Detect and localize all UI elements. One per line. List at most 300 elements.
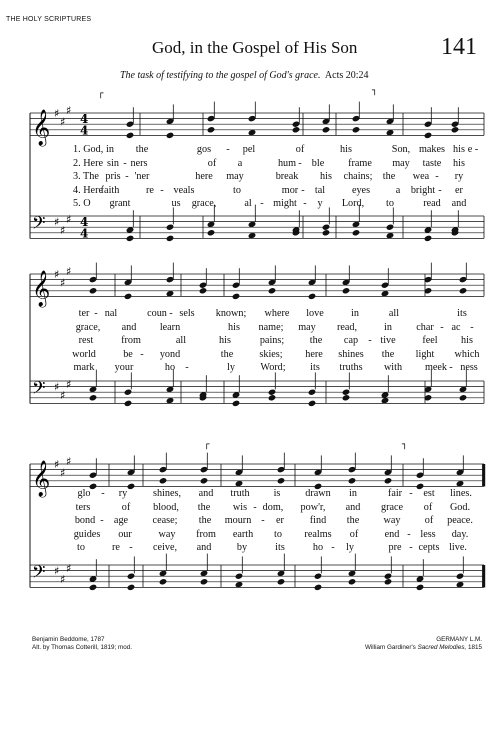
lyric-syllable: with [383,362,403,374]
lyric-syllable: pre [388,542,402,554]
sharp-icon: ♯ [60,115,66,129]
lyric-syllable: ter [78,308,90,319]
note-head [314,573,323,580]
note-head [459,394,468,401]
note-head [308,400,317,407]
lyric-syllable: frame [348,157,372,169]
lyric-syllable: in [351,308,359,319]
lyric-line [0,502,499,515]
lyric-syllable: blood, [153,501,179,513]
sharp-icon: ♯ [60,466,66,480]
note-head [207,126,216,133]
scripture-reference: Acts 20:24 [324,70,369,81]
lyric-syllable: feel [422,335,438,347]
note-head [348,477,357,484]
treble-clef-icon: 𝄞 [32,109,51,146]
lyric-syllable: - [298,157,302,169]
author-credit: Benjamin Beddome, 1787 [32,636,105,643]
phrase-bracket-icon: ┌ [204,440,210,450]
sharp-icon: ♯ [54,268,60,281]
lyric-syllable: al [244,198,252,210]
lyric-syllable: yond [159,348,181,360]
lyric-syllable: the [198,515,212,527]
lyric-syllable: 4. Here [73,184,103,196]
composer-credit: William Gardiner's Sacred Melodies, 1815 [364,644,482,651]
lyric-syllable: - [261,515,265,527]
lyric-syllable: - [253,501,257,513]
lyric-syllable: of [349,528,359,540]
lyric-syllable: of [121,501,131,513]
note-head [342,287,351,294]
lyric-syllable: and [198,488,214,499]
phrase-bracket-icon: ┐ [372,86,378,96]
lyric-syllable: grace, [75,321,101,333]
time-signature-icon: 4 [80,226,89,241]
lyric-syllable: known; [215,308,247,319]
alteration-credit: Alt. by Thomas Cotterill, 1819; mod. [32,644,132,651]
lyric-syllable: lines. [450,488,472,499]
tune-credits [365,636,482,652]
lyric-syllable: - [160,184,164,196]
lyric-syllable: its [275,542,285,554]
lyric-syllable: truths [339,362,363,374]
lyric-syllable: faith [100,184,120,196]
lyric-syllable: by [236,542,248,554]
lyric-syllable: ho [312,542,324,554]
lyric-syllable: of [207,157,217,169]
lyric-syllable: read, [336,321,358,333]
subtitle-text: The task of testifying to the gospel of God's grace. [120,70,321,81]
lyric-syllable: ble [311,157,325,169]
lyric-syllable: find [309,515,327,527]
lyric-line [0,335,499,348]
lyric-syllable: realms [304,528,332,540]
note-head [166,235,175,242]
sharp-icon: ♯ [54,215,60,229]
lyric-syllable: to [274,528,282,540]
lyric-syllable: - [123,157,127,169]
note-head [126,132,135,139]
lyric-syllable: 2. Here [73,157,103,169]
sharp-icon: ♯ [60,573,66,586]
lyric-syllable: might [273,198,297,210]
note-head [268,287,277,294]
lyric-syllable: name; [258,321,284,333]
lyric-line [0,542,499,555]
lyric-syllable: and [345,501,361,513]
lyric-syllable: the [381,348,395,360]
sharp-icon: ♯ [66,212,72,226]
sharp-icon: ♯ [66,561,72,575]
note-head [200,477,209,484]
lyric-syllable: - [435,171,439,183]
lyric-syllable: break [275,171,299,183]
lyric-syllable: 'ner [134,171,150,183]
lyric-syllable: glo [77,488,91,499]
bass-clef-icon: 𝄢 [32,212,46,237]
note-head [348,578,357,585]
sharp-icon: ♯ [60,224,66,237]
note-head [352,229,361,236]
lyric-syllable: char [416,321,434,333]
lyric-syllable: to [77,542,85,554]
lyric-line [0,515,499,528]
note-head [124,400,133,407]
lyric-syllable: pow'r, [300,501,326,513]
sharp-icon: ♯ [60,276,66,290]
lyric-line [0,158,499,171]
lyric-syllable: the [135,144,149,155]
note-head [292,126,301,133]
note-head [235,573,244,580]
phrase-bracket-icon: ┐ [402,440,408,450]
hymn-title: God, in the Gospel of His Son [152,38,358,57]
lyric-line [0,308,499,321]
lyric-line [0,529,499,542]
lyric-syllable: chains; [343,171,373,183]
lyric-syllable: - [449,362,453,374]
lyric-syllable: of [295,144,305,155]
lyric-syllable: truth [230,488,250,499]
lyric-syllable: coun [147,308,167,319]
lyric-syllable: his [453,157,465,169]
lyric-syllable: 3. The [73,171,99,183]
lyric-syllable: pains; [259,335,285,347]
lyric-syllable: us [171,198,181,210]
lyric-syllable: his [219,335,231,347]
lyric-syllable: the [220,348,234,360]
lyric-syllable: ly [227,362,235,374]
lyric-syllable: his [340,144,352,155]
lyric-syllable: ness [460,362,478,374]
lyric-syllable: Word; [260,362,286,374]
lyric-syllable: peace. [447,515,473,527]
note-head [200,578,209,585]
time-signature-icon: 4 [80,215,89,230]
lyric-syllable: ry [118,488,128,499]
note-head [166,224,175,231]
lyric-syllable: mor [281,184,299,196]
lyric-syllable: y [317,198,323,210]
note-head [127,573,136,580]
lyric-syllable: to [386,198,394,210]
lyric-syllable: grace, [191,198,217,210]
section-header: THE HOLY SCRIPTURES [6,16,92,23]
lyric-syllable: e - [467,144,479,155]
lyric-syllable: cease; [152,515,178,527]
note-head [384,477,393,484]
note-head [277,477,286,484]
sharp-icon: ♯ [66,104,72,118]
lyric-line [0,322,499,335]
lyric-syllable: 5. O [73,198,91,210]
note-head [159,578,168,585]
sharp-icon: ♯ [60,389,66,402]
lyric-syllable: er [276,515,284,527]
lyric-syllable: way [158,528,176,540]
note-head [89,394,98,401]
lyric-syllable: of [424,515,434,527]
text-credits [32,636,132,652]
treble-clef-icon: 𝄞 [32,270,51,307]
treble-clef-icon: 𝄞 [32,460,51,497]
lyric-syllable: mourn [224,515,252,527]
note-head [314,584,323,591]
lyric-syllable: veals [173,184,195,196]
note-head [308,389,317,396]
lyric-syllable: - [301,184,305,196]
note-head [124,293,133,300]
lyric-syllable: ceive, [152,542,178,554]
lyric-syllable: cepts [418,542,440,554]
lyric-syllable: love [306,308,324,319]
lyric-syllable: - [129,542,133,554]
lyric-syllable: - [185,362,189,374]
lyric-syllable: meek [424,362,448,374]
lyric-syllable: nal [104,308,118,319]
lyric-line [0,144,499,157]
lyric-syllable: sin [107,157,119,169]
phrase-bracket-icon: ┌ [98,89,104,99]
lyric-syllable: and [451,198,467,210]
hymn-number: 141 [441,34,477,60]
lyric-syllable: age [113,515,129,527]
lyric-syllable: - [409,488,413,499]
lyric-syllable: day. [451,528,469,540]
lyric-syllable: way [383,515,401,527]
lyric-syllable: its [457,308,467,319]
lyric-line [0,198,499,211]
note-head [416,584,425,591]
lyric-syllable: may [392,157,410,169]
lyric-syllable: is [273,488,281,499]
lyric-syllable: where [264,308,290,319]
lyric-syllable: - [100,515,104,527]
lyric-syllable: pel [242,144,256,155]
lyric-syllable: and [121,321,137,333]
sharp-icon: ♯ [66,377,72,391]
lyric-syllable: - [440,321,444,333]
lyric-syllable: cap [343,335,359,347]
lyric-syllable: ly [346,542,354,554]
lyric-syllable: to [233,184,241,196]
lyric-syllable: shines, [152,488,182,499]
lyric-syllable: Lord, [341,198,365,210]
note-head [89,584,98,591]
lyric-syllable: the [382,171,396,183]
lyric-syllable: 1. God, [73,144,104,155]
lyric-syllable: - [331,542,335,554]
lyric-syllable: - [169,308,173,319]
lyric-syllable: bright [410,184,436,196]
lyric-syllable: makes [418,144,446,155]
lyric-syllable: from [121,335,141,347]
lyric-syllable: may [298,321,316,333]
note-head [456,573,465,580]
lyric-syllable: - [470,321,474,333]
lyric-syllable: tive [380,335,396,347]
sharp-icon: ♯ [54,458,60,471]
lyric-syllable: light [415,348,435,360]
lyric-syllable: ac [451,321,461,333]
lyric-syllable: est [423,488,435,499]
lyric-syllable: all [388,308,400,319]
lyric-syllable: in [106,144,114,155]
note-head [424,235,433,242]
lyric-syllable: and [196,542,212,554]
lyric-line [0,171,499,184]
bass-clef-icon: 𝄢 [32,561,46,586]
lyric-syllable: ters [75,501,91,513]
note-head [268,394,277,401]
lyric-syllable: hum [277,157,297,169]
lyric-syllable: ry [454,171,464,183]
lyric-syllable: the [197,501,211,513]
lyric-syllable: rest [78,335,94,347]
note-head [232,293,241,300]
lyric-syllable: mark [73,362,95,374]
lyric-syllable: your [114,362,134,374]
note-head [342,389,351,396]
lyric-syllable: may [226,171,244,183]
lyric-syllable: pris [105,171,121,183]
lyric-syllable: - [125,171,129,183]
note-head [89,287,98,294]
lyric-syllable: dom, [262,501,284,513]
lyric-syllable: - [94,308,98,319]
note-head [342,394,351,401]
lyric-syllable: God. [449,501,471,513]
lyric-syllable: skies; [259,348,283,360]
note-head [166,132,175,139]
lyric-syllable: of [423,501,433,513]
lyric-syllable: tal [314,184,326,196]
note-head [384,573,393,580]
lyric-syllable: Son, [391,144,411,155]
lyric-syllable: wea [412,171,430,183]
lyric-syllable: live. [449,542,467,554]
lyric-syllable: - [140,348,144,360]
lyric-syllable: in [349,488,357,499]
lyric-line [0,185,499,198]
lyric-syllable: fair [387,488,403,499]
tune-name: GERMANY L.M. [436,636,482,643]
note-head [268,389,277,396]
lyric-syllable: his [228,321,240,333]
lyric-syllable: his [461,335,473,347]
lyric-syllable: wis [232,501,248,513]
note-head [459,287,468,294]
lyric-syllable: end [384,528,400,540]
lyric-syllable: in [384,321,392,333]
lyric-syllable: ho [164,362,176,374]
lyric-syllable: learn [159,321,181,333]
lyric-syllable: eyes [351,184,371,196]
sharp-icon: ♯ [54,380,60,394]
time-signature-icon: 4 [80,112,89,127]
note-head [232,400,241,407]
lyric-syllable: drawn [305,488,331,499]
lyric-syllable: a [237,157,243,169]
note-head [352,126,361,133]
lyric-syllable: a [395,184,401,196]
sharp-icon: ♯ [66,265,72,279]
lyric-syllable: the [346,515,360,527]
note-head [451,126,460,133]
lyric-syllable: - [303,198,307,210]
note-head [308,293,317,300]
lyric-syllable: - [438,184,442,196]
lyric-syllable: sels [179,308,195,319]
lyric-syllable: its [310,362,320,374]
lyric-syllable: read [423,198,441,210]
lyric-syllable: his [320,171,332,183]
note-head [277,578,286,585]
lyric-syllable: be [123,348,133,360]
lyric-syllable: er [455,184,463,196]
lyric-line [0,349,499,362]
note-head [386,224,395,231]
lyric-syllable: here [305,348,323,360]
lyric-syllable: guides [73,528,101,540]
lyric-syllable: his [453,144,465,155]
lyric-syllable: from [196,528,216,540]
note-head [124,389,133,396]
lyric-syllable: - [409,542,413,554]
note-head [322,229,331,236]
sharp-icon: ♯ [54,564,60,578]
note-head [424,132,433,139]
lyric-syllable: our [118,528,132,540]
lyric-syllable: the [309,335,323,347]
lyric-syllable: - [101,488,105,499]
lyric-syllable: here [195,171,213,183]
lyric-syllable: - [260,198,264,210]
lyric-syllable: world [72,348,96,360]
lyric-syllable: - [226,144,230,155]
time-signature-icon: 4 [80,123,89,138]
lyric-syllable: re [146,184,154,196]
note-head [159,477,168,484]
lyric-syllable: shines [338,348,364,360]
lyric-syllable: ners [130,157,148,169]
bass-clef-icon: 𝄢 [32,377,46,402]
note-head [199,287,208,294]
lyric-syllable: re [112,542,120,554]
lyric-syllable: - [407,528,411,540]
note-head [126,235,135,242]
sharp-icon: ♯ [66,455,72,469]
lyric-syllable: all [175,335,187,347]
lyric-syllable: gos [196,144,212,155]
note-head [384,578,393,585]
lyric-syllable: earth [232,528,254,540]
lyric-syllable: taste [422,157,442,169]
note-head [127,584,136,591]
sharp-icon: ♯ [54,107,60,120]
lyric-syllable: less [420,528,436,540]
note-head [207,229,216,236]
lyric-syllable: which [454,348,480,360]
lyric-syllable: bond [74,515,96,527]
lyric-syllable: grant [109,198,131,210]
lyric-syllable: - [368,335,372,347]
note-head [322,126,331,133]
lyric-line [0,488,499,501]
note-head [322,224,331,231]
lyric-syllable: grace [380,501,404,513]
lyric-line [0,362,499,375]
